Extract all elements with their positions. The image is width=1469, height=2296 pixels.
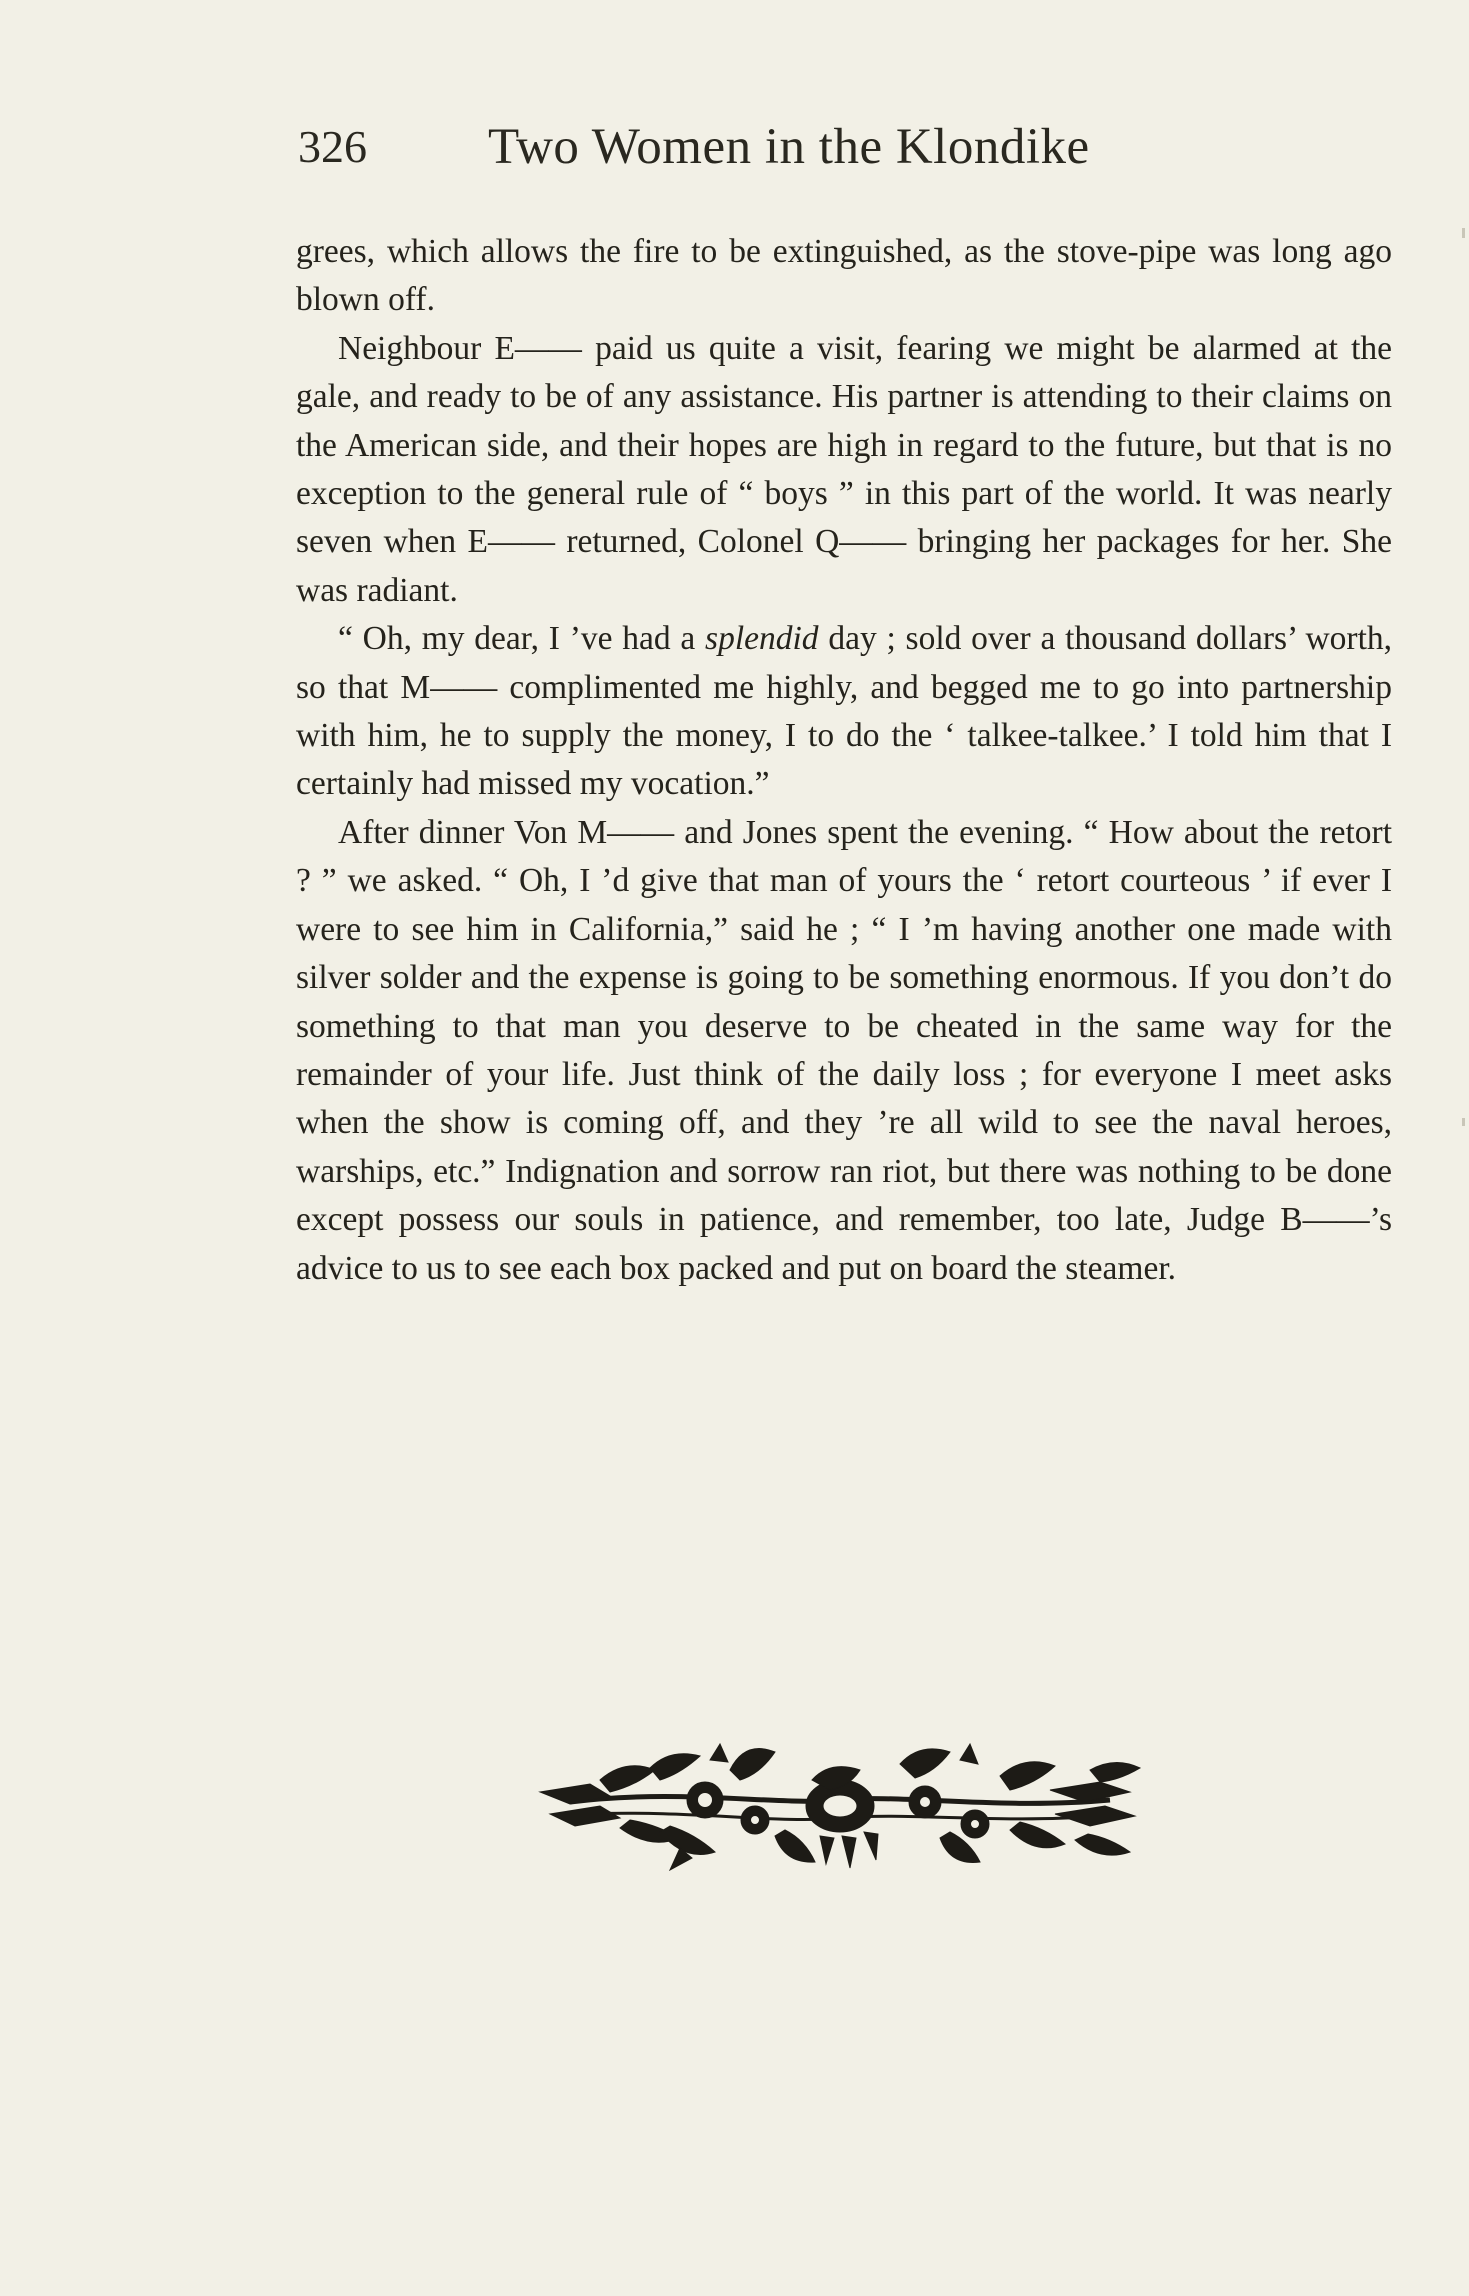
paragraph-continued: grees, which allows the fire to be extinguished, as the stove-pipe was long ago blown off. [296,233,1392,319]
floral-tailpiece-ornament-icon [530,1740,1150,1880]
paragraph-quote [296,615,1392,809]
paragraph-neighbour: Neighbour E—— paid us quite a visit, fearing we might be alarmed at the gale, and ready to be of any assistance. His partner is attending to their claims on the American side, and their hopes are high in regard to the future, but that is no exception to the general rule of “ boys ” in this part of the world. It was nearly seven when E—— returned, Colonel Q—— bringing her packages for her. She was radiant. [296,329,1392,609]
quote-text-after: day ; sold over a thousand dollars’ worth, so that M—— complimented me highly, and begged me to go into partnership with him, he to supply the money, I to do the ‘ talkee-talkee.’ I told him that I certainly had missed my vocation.” [296,620,1392,803]
running-title: Two Women in the Klondike [488,119,1090,175]
page-edge-mark [1462,1118,1465,1126]
paragraph-after-dinner: After dinner Von M—— and Jones spent the evening. “ How about the retort ? ” we asked. “ Oh, I ’d give that man of yours the ‘ retort courteous ’ if ever I were to see him in California,” said he ; “ I ’m having another one made with silver solder and the expense is going to be something enormous. If you don’t do something to that man you deserve to be cheated in the same way for the remainder of your life. Just think of the daily loss ; for everyone I meet asks when the show is coming off, and they ’re all wild to see the naval heroes, warships, etc.” Indignation and sorrow ran riot, but there was nothing to be done except possess our souls in patience, and remember, too late, Judge B——’s advice to us to see each box packed and put on board the steamer. [296,813,1392,1287]
body-text [296,228,1392,1293]
page-edge-mark [1462,228,1465,238]
quote-italic-word: splendid [705,620,819,658]
page-number: 326 [298,121,367,172]
quote-text-before: “ Oh, my dear, I ’ve had a [338,620,706,658]
running-head [298,112,1228,182]
